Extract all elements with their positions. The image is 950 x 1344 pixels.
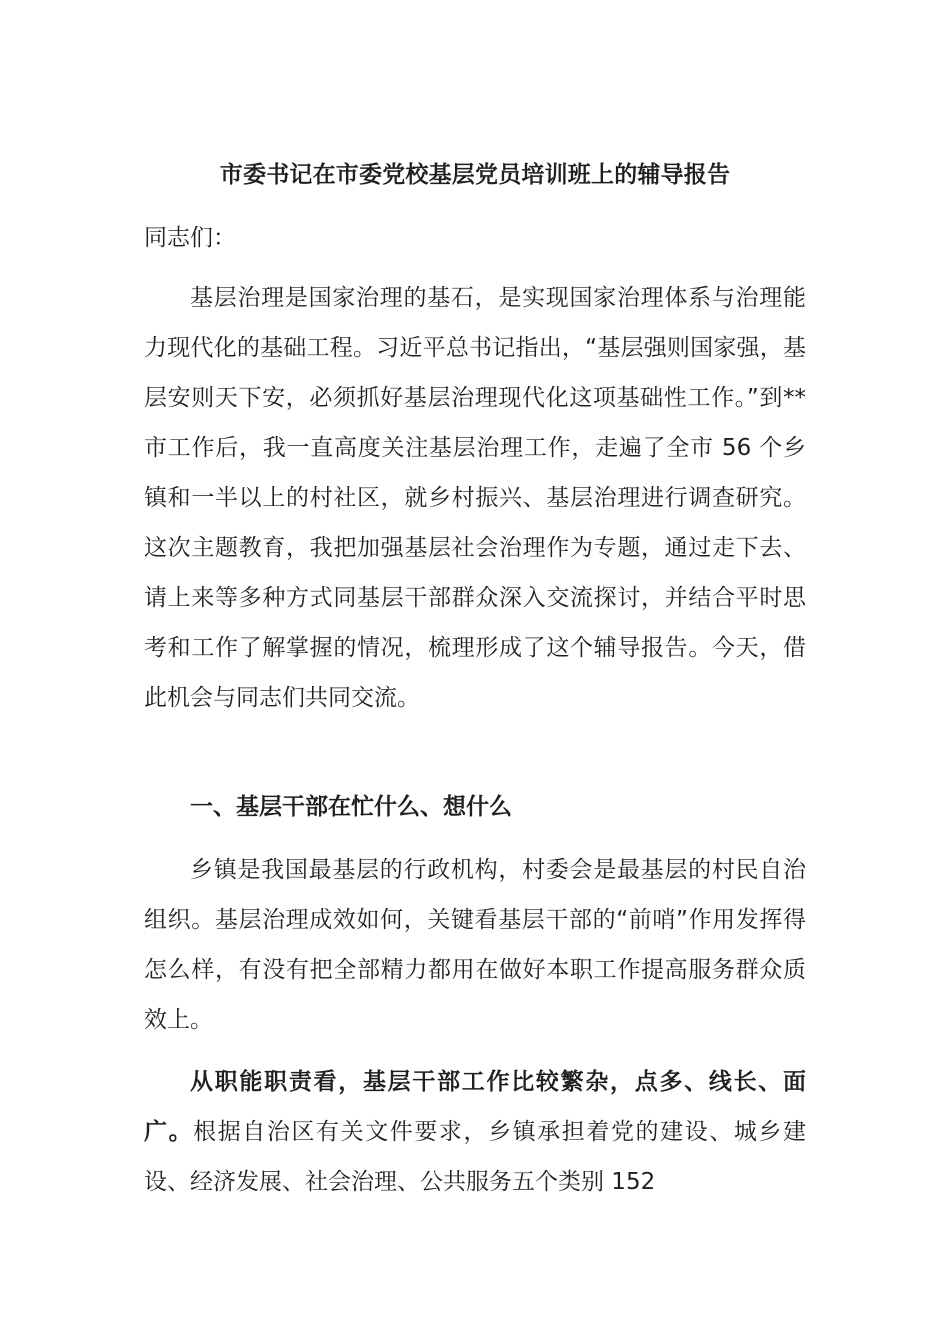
paragraph-township: 乡镇是我国最基层的行政机构，村委会是最基层的村民自治组织。基层治理成效如何，关键看基层干部的“前哨”作用发挥得怎么样，有没有把全部精力都用在做好本职工作提高服务群众质效上。	[144, 857, 806, 1033]
paragraph-duties	[144, 1057, 806, 1207]
section-heading-1: 一、基层干部在忙什么、想什么	[190, 794, 512, 820]
paragraph-duties-lead: 从职能职责看，基层干部工作比较繁杂，点多、线长、面广。	[144, 1069, 806, 1145]
paragraph-duties-text: 根据自治区有关文件要求，乡镇承担着党的建设、城乡建设、经济发展、社会治理、公共服务五个类别 152	[144, 1119, 807, 1195]
salutation: 同志们：	[144, 225, 236, 251]
document-title: 市委书记在市委党校基层党员培训班上的辅导报告	[219, 162, 731, 188]
paragraph-intro: 基层治理是国家治理的基石，是实现国家治理体系与治理能力现代化的基础工程。习近平总书记指出，“基层强则国家强，基层安则天下安，必须抓好基层治理现代化这项基础性工作。”到**市工作后，我一直高度关注基层治理工作，走遍了全市 56 个乡镇和一半以上的村社区，就乡村振兴、基层治理进行调查研究。这次主题教育，我把加强基层社会治理作为专题，通过走下去、请上来等多种方式同基层干部群众深入交流探讨，并结合平时思考和工作了解掌握的情况，梳理形成了这个辅导报告。今天，借此机会与同志们共同交流。	[144, 285, 806, 711]
